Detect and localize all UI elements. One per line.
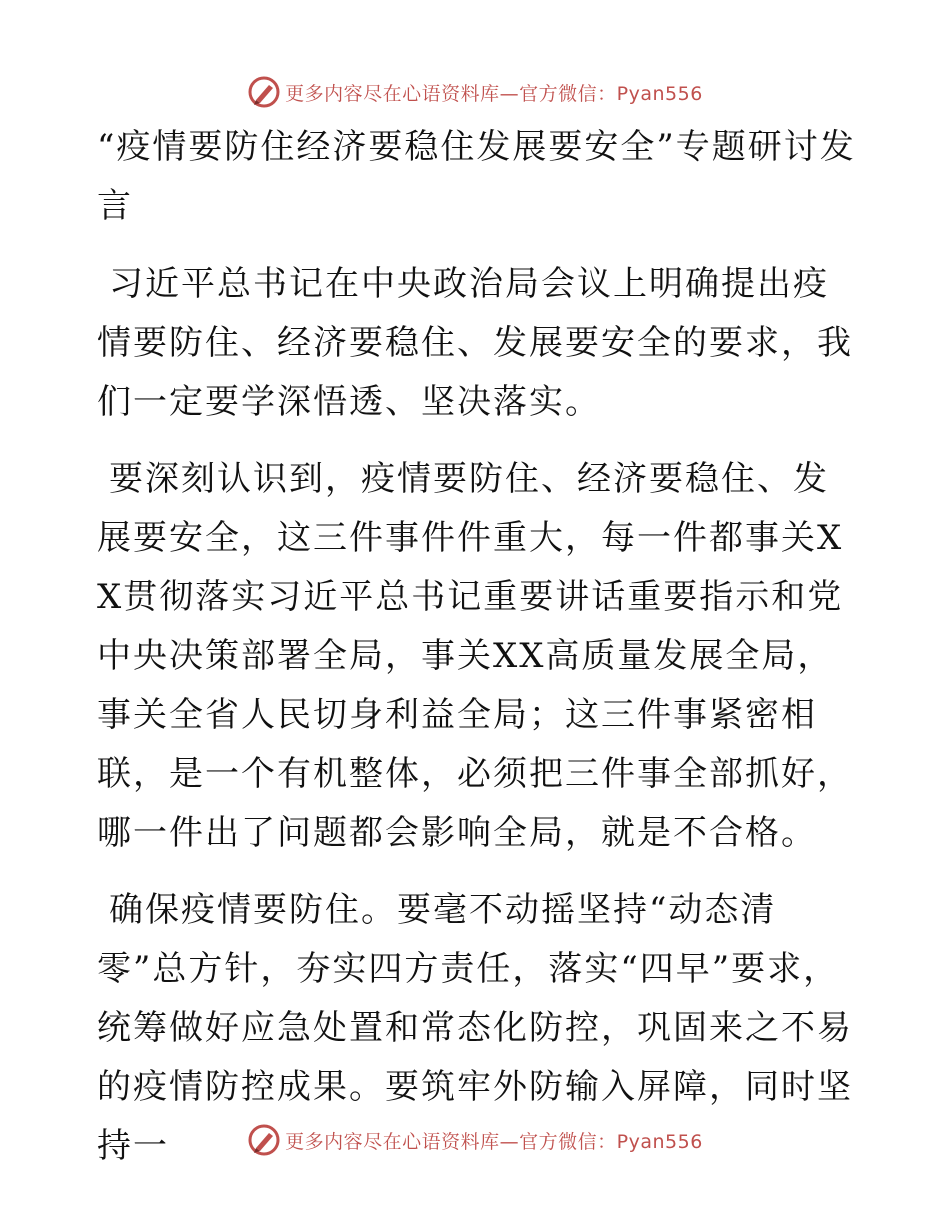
document-title: “疫情要防住经济要稳住发展要安全”专题研讨发言	[97, 127, 856, 226]
header-watermark	[0, 72, 950, 112]
paragraph-2: 要深刻认识到，疫情要防住、经济要稳住、发展要安全，这三件事件件重大，每一件都事关XX贯彻落实习近平总书记重要讲话重要指示和党中央决策部署全局，事关XX高质量发展全局，事关全省人民切身利益全局；这三件事紧密相联，是一个有机整体，必须把三件事全部抓好，哪一件出了问题都会影响全局，就是不合格。	[97, 459, 853, 853]
paragraph-1: 习近平总书记在中央政治局会议上明确提出疫情要防住、经济要稳住、发展要安全的要求，我们一定要学深悟透、坚决落实。	[97, 264, 853, 422]
document-body	[97, 118, 857, 1194]
paragraph-3: 确保疫情要防住。要毫不动摇坚持“动态清零”总方针，夯实四方责任，落实“四早”要求，统筹做好应急处置和常态化防控，巩固来之不易的疫情防控成果。要筑牢外防输入屏障，同时坚持一	[97, 890, 853, 1166]
pen-logo-icon	[247, 1123, 281, 1157]
pen-logo-icon	[247, 75, 281, 109]
footer-watermark	[0, 1120, 950, 1160]
footer-watermark-text: 更多内容尽在心语资料库—官方微信：Pyan556	[285, 1130, 703, 1153]
header-watermark-text: 更多内容尽在心语资料库—官方微信：Pyan556	[285, 82, 703, 105]
